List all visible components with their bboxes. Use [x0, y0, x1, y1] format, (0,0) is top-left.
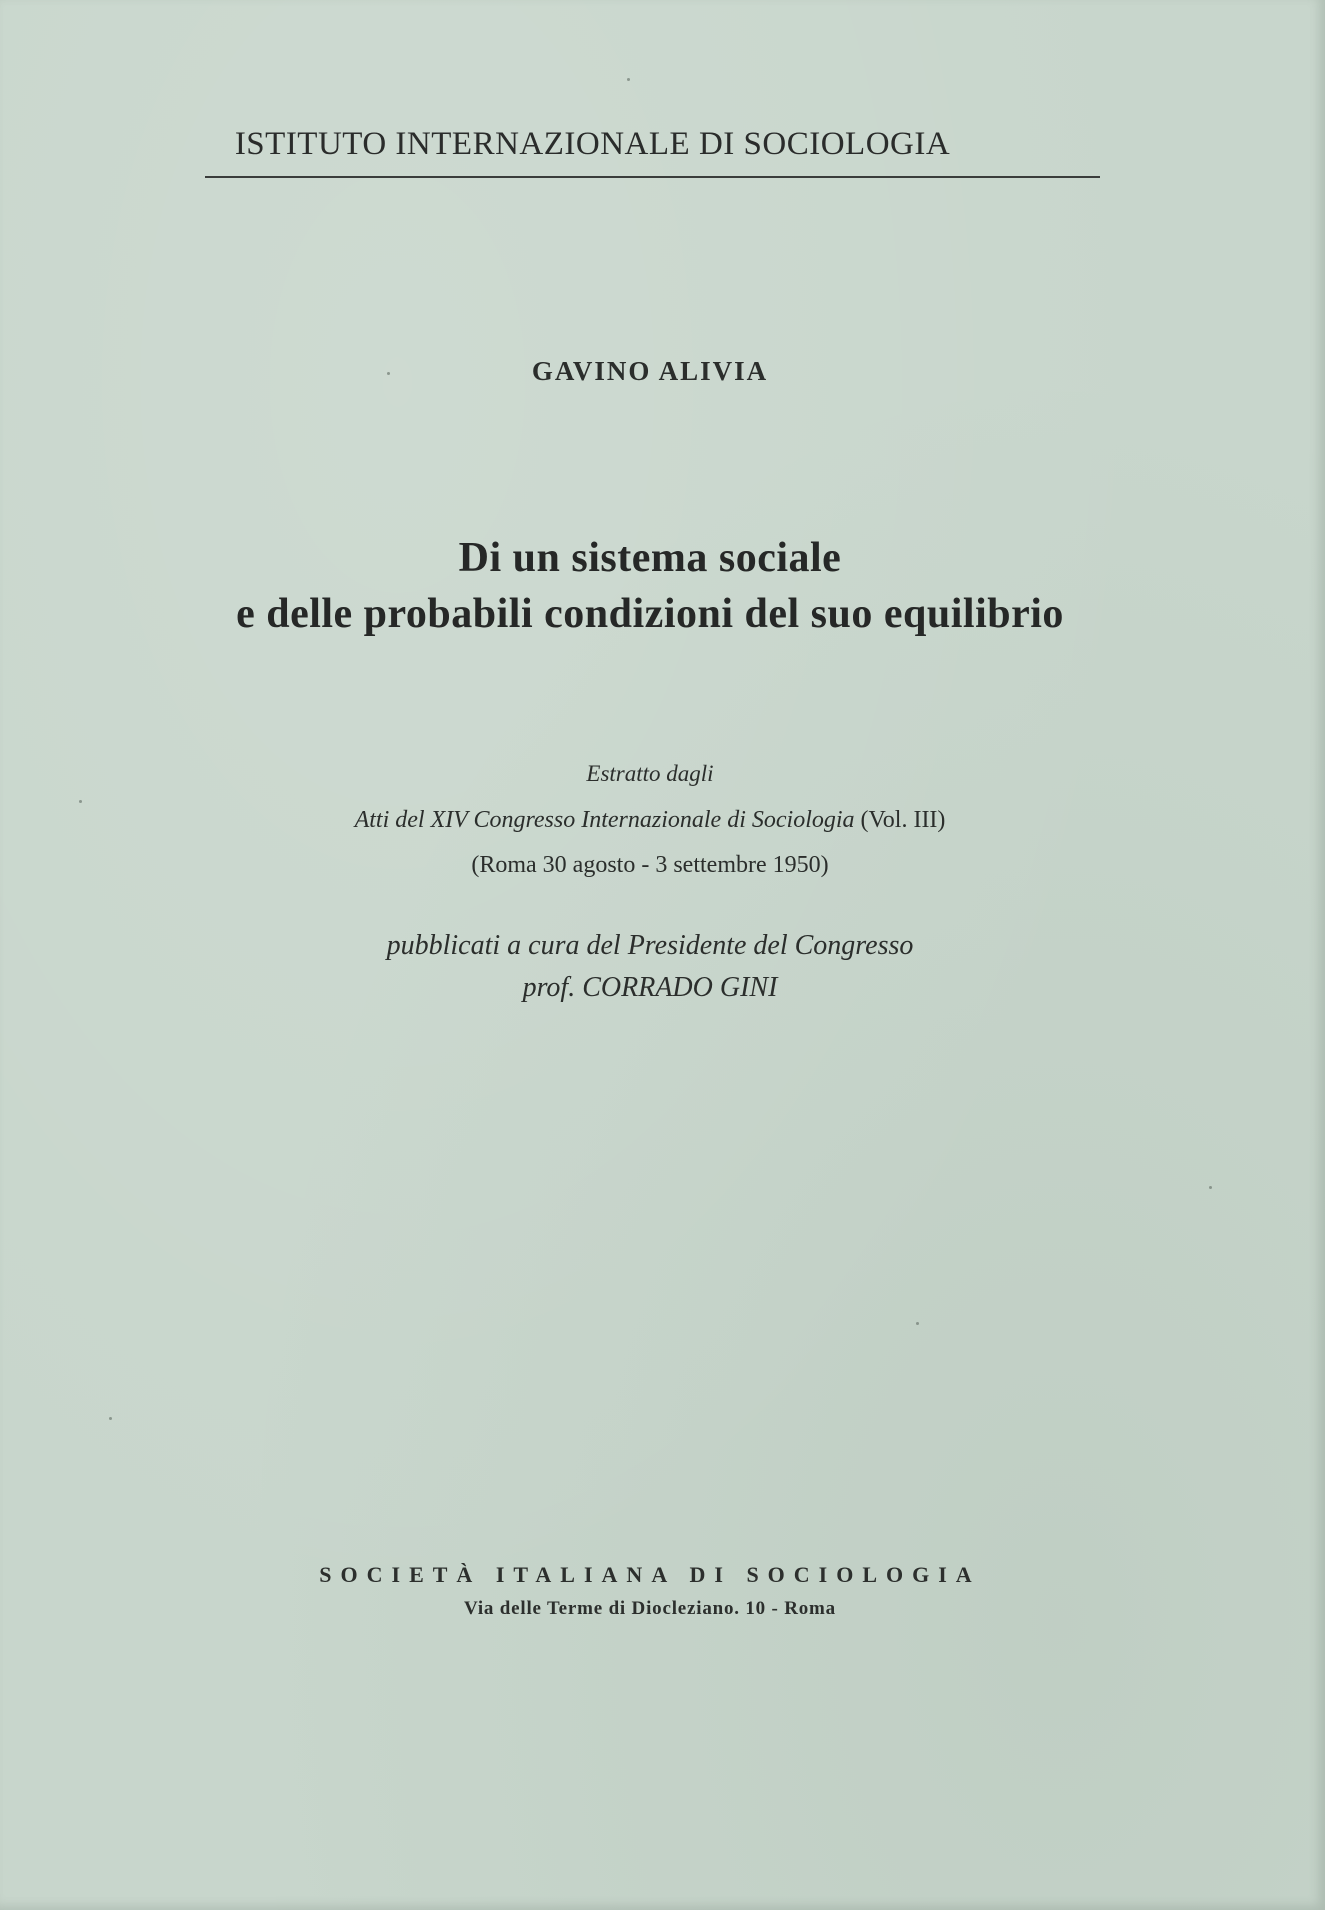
proceedings-title: Atti del XIV Congresso Internazionale di Sociologia — [354, 807, 855, 833]
publisher-address: Via delle Terme di Diocleziano. 10 - Roma — [464, 1598, 836, 1619]
extract-line-1: Estratto dagli — [586, 761, 714, 786]
paper-speck — [109, 1417, 112, 1420]
institute-heading: ISTITUTO INTERNAZIONALE DI SOCIOLOGIA — [234, 126, 951, 162]
heading-rule — [205, 176, 1100, 178]
title-line-2: e delle probabili condizioni del suo equilibrio — [236, 591, 1064, 637]
extract-line-2 — [0, 807, 1300, 834]
publisher-name: SOCIETÀ ITALIANA DI SOCIOLOGIA — [319, 1562, 981, 1587]
paper-speck — [387, 372, 390, 375]
editor-line-1: pubblicati a cura del Presidente del Congresso — [386, 930, 914, 961]
paper-speck — [79, 800, 82, 803]
paper-speck — [627, 78, 630, 81]
editor-line-2: prof. CORRADO GINI — [522, 972, 778, 1003]
congress-dates: (Roma 30 agosto - 3 settembre 1950) — [471, 852, 829, 878]
author-name: GAVINO ALIVIA — [531, 356, 769, 386]
paper-speck — [1209, 1186, 1212, 1189]
volume-label: (Vol. III) — [860, 807, 946, 833]
paper-speck — [916, 1322, 919, 1325]
title-line-1: Di un sistema sociale — [458, 535, 842, 581]
